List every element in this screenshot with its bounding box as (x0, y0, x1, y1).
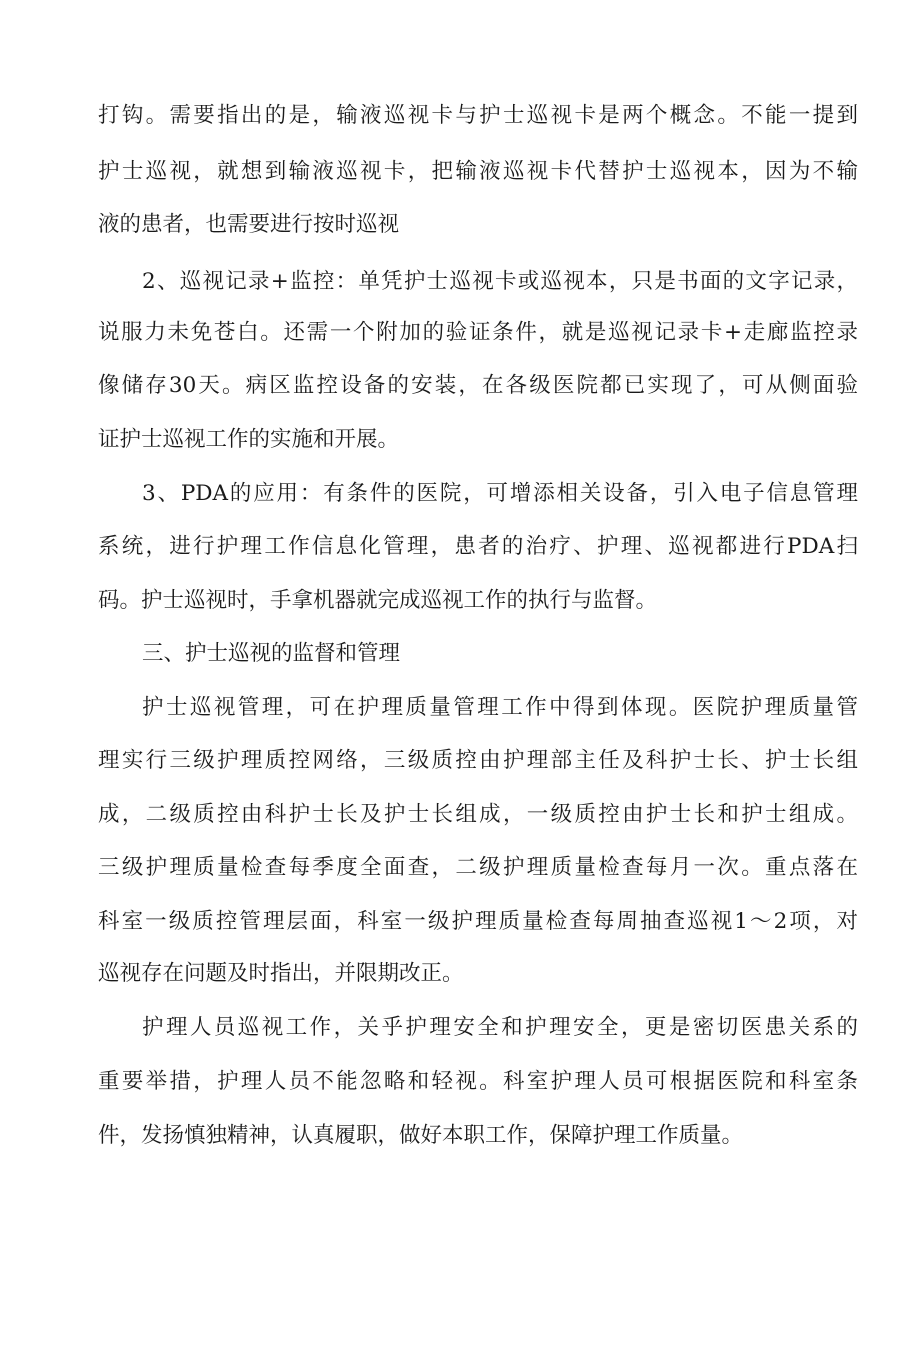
paragraph-line: 护士巡视管理，可在护理质量管理工作中得到体现。医院护理质量管 (142, 695, 858, 720)
paragraph-line: 3、PDA的应用：有条件的医院，可增添相关设备，引入电子信息管理 (142, 481, 858, 506)
paragraph-line: 2、巡视记录+监控：单凭护士巡视卡或巡视本，只是书面的文字记录， (142, 269, 858, 294)
paragraph-line: 液的患者，也需要进行按时巡视 (98, 212, 400, 237)
paragraph-line: 巡视存在问题及时指出，并限期改正。 (98, 961, 464, 986)
paragraph-line: 理实行三级护理质控网络，三级质控由护理部主任及科护士长、护士长组 (98, 748, 858, 773)
paragraph-line: 系统，进行护理工作信息化管理，患者的治疗、护理、巡视都进行PDA扫 (98, 534, 858, 559)
paragraph-line: 成，二级质控由科护士长及护士长组成，一级质控由护士长和护士组成。 (98, 802, 858, 827)
paragraph-line: 件，发扬慎独精神，认真履职，做好本职工作，保障护理工作质量。 (98, 1123, 744, 1148)
paragraph-line: 像储存30天。病区监控设备的安装，在各级医院都已实现了，可从侧面验 (98, 373, 858, 398)
paragraph-line: 打钩。需要指出的是，输液巡视卡与护士巡视卡是两个概念。不能一提到 (98, 103, 858, 128)
paragraph-line: 护士巡视，就想到输液巡视卡，把输液巡视卡代替护士巡视本，因为不输 (98, 159, 858, 184)
paragraph-line: 科室一级质控管理层面，科室一级护理质量检查每周抽查巡视1～2项，对 (98, 909, 858, 934)
section-heading: 三、护士巡视的监督和管理 (142, 641, 401, 666)
paragraph-line: 护理人员巡视工作，关乎护理安全和护理安全，更是密切医患关系的 (142, 1015, 858, 1040)
paragraph-line: 三级护理质量检查每季度全面查，二级护理质量检查每月一次。重点落在 (98, 855, 858, 880)
paragraph-line: 说服力未免苍白。还需一个附加的验证条件，就是巡视记录卡+走廊监控录 (98, 320, 858, 345)
paragraph-line: 重要举措，护理人员不能忽略和轻视。科室护理人员可根据医院和科室条 (98, 1069, 858, 1094)
paragraph-line: 码。护士巡视时，手拿机器就完成巡视工作的执行与监督。 (98, 588, 658, 613)
paragraph-line: 证护士巡视工作的实施和开展。 (98, 427, 400, 452)
